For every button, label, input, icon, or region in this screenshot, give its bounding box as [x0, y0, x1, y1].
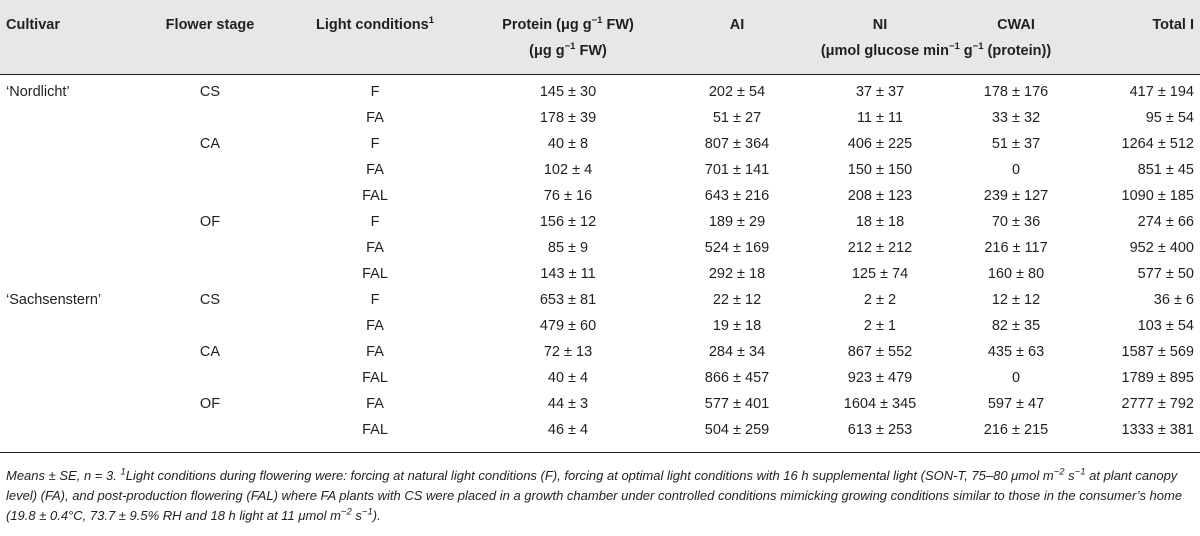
header-protein-units: (μg $g^{-1}$ FW) [529, 41, 607, 59]
cell-ai: 504 ± 259 [704, 422, 770, 438]
cell-protein: 40 ± 4 [547, 370, 589, 386]
cell-ai: 807 ± 364 [704, 136, 770, 152]
cell-total: 274 ± 66 [1137, 214, 1194, 230]
cell-ni: 125 ± 74 [851, 266, 909, 282]
cell-protein: 72 ± 13 [543, 344, 593, 360]
cell-cultivar: ‘Sachsenstern’ [6, 292, 102, 308]
cell-cwai: 12 ± 12 [991, 292, 1041, 308]
cell-total: 95 ± 54 [1145, 110, 1194, 126]
header-flower-stage: Flower stage [165, 17, 255, 33]
cell-total: 2777 ± 792 [1121, 396, 1194, 412]
header-cultivar: Cultivar [6, 17, 60, 33]
cell-cwai: 178 ± 176 [983, 84, 1049, 100]
cell-protein: 102 ± 4 [543, 162, 593, 178]
table-footnote: Means ± SE, n = 3. $^1$Light conditions during flowering were: forcing at natural light conditions (F), forcing at optimal light conditions with 16 h supplemental light (SON-T, 75–80 μmol $m^{-2}$ $s^{-1}$ at plant canopy level) (FA), and post-production flowering (FAL) where FA plants with CS were placed in a growth chamber under controlled conditions mimicking growing conditions similar to those in the consumer’s home (19.8 ± 0.4°C, 73.7 ± 9.5% RH and 18 h light at 11 μmol $m^{-2}$ $s^{-1}$). [6, 466, 1183, 523]
cell-cwai: 0 [1011, 370, 1021, 386]
cell-cwai: 0 [1011, 162, 1021, 178]
cell-protein: 46 ± 4 [547, 422, 589, 438]
cell-protein: 76 ± 16 [543, 188, 593, 204]
cell-cwai: 82 ± 35 [991, 318, 1041, 334]
header-total: Total I [1152, 17, 1194, 33]
header-rule [0, 74, 1200, 75]
cell-cwai: 216 ± 215 [983, 422, 1049, 438]
cell-light: F [370, 214, 380, 230]
cell-total: 1587 ± 569 [1121, 344, 1194, 360]
cell-ni: 867 ± 552 [847, 344, 913, 360]
cell-cwai: 33 ± 32 [991, 110, 1041, 126]
cell-protein: 156 ± 12 [539, 214, 597, 230]
cell-ai: 701 ± 141 [704, 162, 770, 178]
cell-ni: 923 ± 479 [847, 370, 913, 386]
table-header-background [0, 0, 1200, 74]
cell-light: FA [366, 396, 384, 412]
cell-total: 851 ± 45 [1137, 162, 1194, 178]
cell-stage: CS [199, 292, 221, 308]
cell-total: 103 ± 54 [1137, 318, 1194, 334]
cell-cwai: 216 ± 117 [984, 240, 1048, 256]
cell-light: FA [366, 110, 384, 126]
cell-ni: 406 ± 225 [847, 136, 913, 152]
header-cwai: CWAI [997, 17, 1035, 33]
cell-total: 952 ± 400 [1129, 240, 1194, 256]
cell-light: F [370, 136, 380, 152]
cell-protein: 85 ± 9 [547, 240, 589, 256]
header-ai: AI [729, 17, 745, 33]
cell-light: FA [366, 162, 384, 178]
cell-cwai: 435 ± 63 [987, 344, 1045, 360]
cell-light: FA [366, 240, 384, 256]
cell-ni: 2 ± 2 [863, 292, 897, 308]
cell-ni: 613 ± 253 [847, 422, 913, 438]
cell-stage: CA [199, 136, 221, 152]
cell-light: FAL [362, 422, 388, 438]
cell-protein: 143 ± 11 [540, 266, 596, 282]
cell-protein: 178 ± 39 [539, 110, 597, 126]
header-ni: NI [872, 17, 888, 33]
cell-ai: 577 ± 401 [704, 396, 770, 412]
cell-cwai: 70 ± 36 [991, 214, 1041, 230]
cell-protein: 653 ± 81 [539, 292, 597, 308]
cell-ni: 212 ± 212 [847, 240, 913, 256]
cell-light: FAL [362, 266, 388, 282]
cell-total: 36 ± 6 [1153, 292, 1194, 308]
cell-stage: OF [199, 214, 221, 230]
cell-total: 417 ± 194 [1129, 84, 1194, 100]
cell-stage: OF [199, 396, 221, 412]
cell-ai: 202 ± 54 [708, 84, 766, 100]
cell-total: 1789 ± 895 [1121, 370, 1194, 386]
cell-ai: 866 ± 457 [704, 370, 770, 386]
cell-ni: 11 ± 11 [856, 110, 904, 126]
cell-cwai: 597 ± 47 [987, 396, 1045, 412]
cell-protein: 145 ± 30 [539, 84, 597, 100]
cell-ni: 150 ± 150 [847, 162, 913, 178]
cell-cwai: 51 ± 37 [991, 136, 1041, 152]
cell-ai: 189 ± 29 [708, 214, 766, 230]
cell-ai: 22 ± 12 [712, 292, 762, 308]
bottom-rule [0, 452, 1200, 453]
cell-protein: 40 ± 8 [547, 136, 589, 152]
cell-protein: 479 ± 60 [539, 318, 597, 334]
cell-ai: 524 ± 169 [704, 240, 770, 256]
cell-ni: 1604 ± 345 [843, 396, 917, 412]
cell-cwai: 160 ± 80 [987, 266, 1045, 282]
cell-protein: 44 ± 3 [547, 396, 589, 412]
cell-light: FAL [362, 370, 388, 386]
cell-light: FAL [362, 188, 388, 204]
cell-light: F [370, 84, 380, 100]
cell-light: F [370, 292, 380, 308]
cell-ni: 18 ± 18 [855, 214, 905, 230]
cell-light: FA [366, 344, 384, 360]
header-protein: Protein (μg $g^{-1}$ FW) [502, 15, 634, 33]
cell-total: 1333 ± 381 [1121, 422, 1194, 438]
cell-total: 1090 ± 185 [1121, 188, 1194, 204]
cell-ai: 51 ± 27 [712, 110, 762, 126]
cell-ai: 643 ± 216 [704, 188, 770, 204]
cell-cwai: 239 ± 127 [983, 188, 1049, 204]
cell-ni: 208 ± 123 [847, 188, 913, 204]
cell-ai: 19 ± 18 [712, 318, 762, 334]
cell-ai: 284 ± 34 [708, 344, 766, 360]
cell-light: FA [366, 318, 384, 334]
cell-ni: 2 ± 1 [863, 318, 897, 334]
cell-ai: 292 ± 18 [708, 266, 766, 282]
cell-cultivar: ‘Nordlicht’ [6, 84, 70, 100]
cell-stage: CS [199, 84, 221, 100]
cell-stage: CA [199, 344, 221, 360]
cell-ni: 37 ± 37 [855, 84, 905, 100]
header-light-conditions: Light conditions$^1$ [315, 15, 435, 33]
cell-total: 1264 ± 512 [1121, 136, 1194, 152]
header-invertase-units: (μmol glucose $\min^{-1} g^{-1}$ (protein)) [820, 41, 1052, 59]
cell-total: 577 ± 50 [1137, 266, 1194, 282]
